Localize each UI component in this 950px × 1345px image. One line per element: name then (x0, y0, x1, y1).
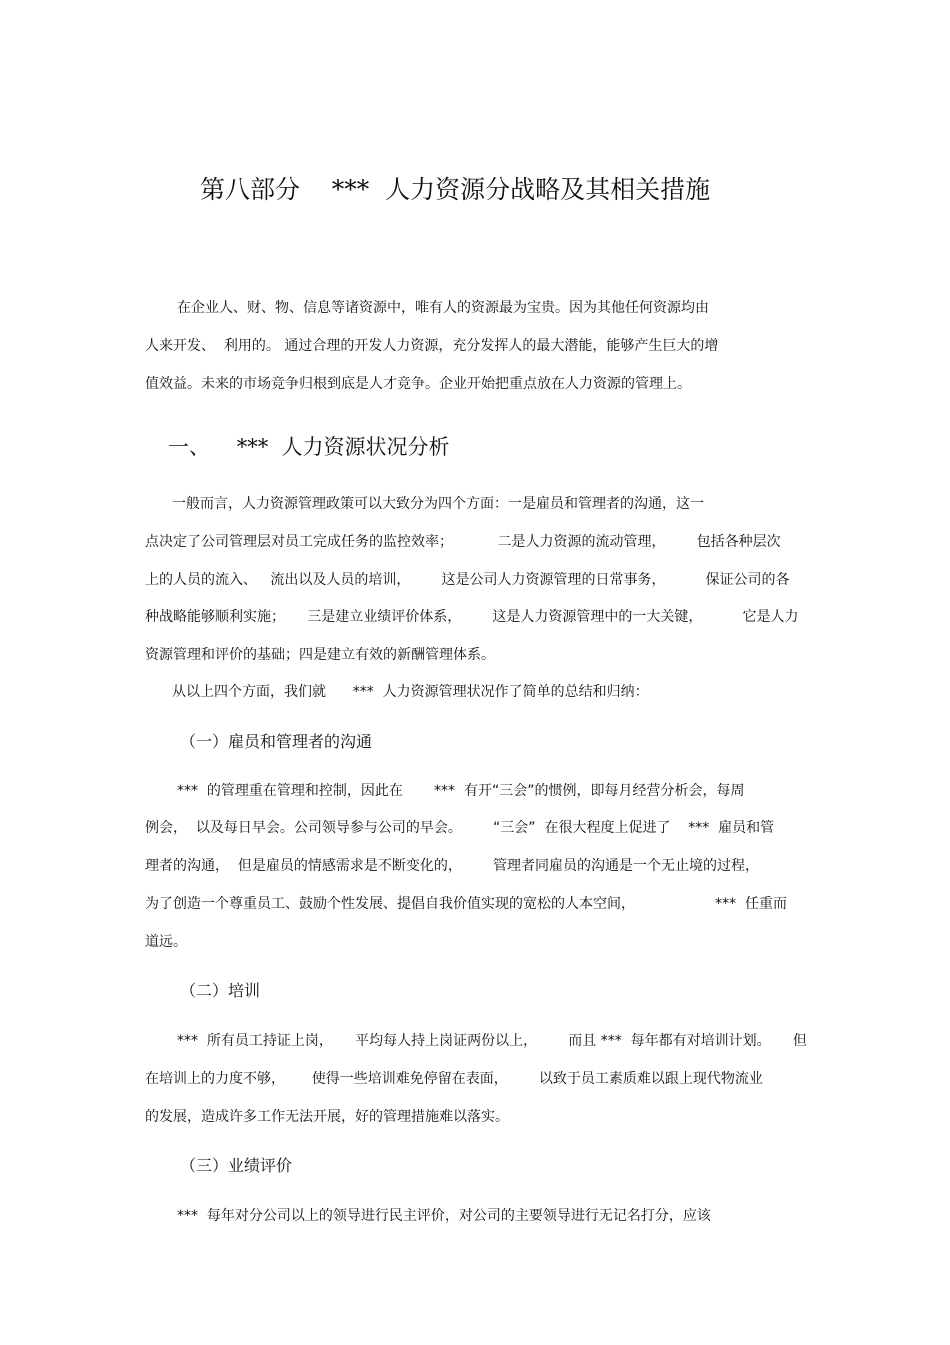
intro-line: 人来开发、 利用的。 通过合理的开发人力资源，充分发挥人的最大潜能，能够产生巨大的增 (145, 338, 719, 354)
paragraph-line: 从以上四个方面，我们就 *** 人力资源管理状况作了简单的总结和归纳： (172, 684, 649, 700)
paragraph-line: *** 每年对分公司以上的领导进行民主评价，对公司的主要领导进行无记名打分，应该 (177, 1208, 711, 1224)
paragraph-line: *** 的管理重在管理和控制，因此在 *** 有开“三会”的惯例，即每月经营分析会，每周 (177, 783, 745, 799)
intro-line: 在企业人、财、物、信息等诸资源中，唯有人的资源最为宝贵。因为其他任何资源均由 (177, 300, 709, 316)
paragraph-line: 例会， 以及每日早会。公司领导参与公司的早会。 “三会” 在很大程度上促进了 *** 雇员和管 (145, 820, 775, 836)
paragraph-line: *** 所有员工持证上岗， 平均每人持上岗证两份以上， 而且 *** 每年都有对培训计划。 但 (177, 1033, 807, 1049)
intro-line: 值效益。未来的市场竞争归根到底是人才竞争。企业开始把重点放在人力资源的管理上。 (145, 376, 691, 392)
paragraph-line: 一般而言，人力资源管理政策可以大致分为四个方面：一是雇员和管理者的沟通，这一 (172, 496, 704, 512)
paragraph-line: 在培训上的力度不够， 使得一些培训难免停留在表面， 以致于员工素质难以跟上现代物流业 (145, 1071, 763, 1087)
subsection-heading: （一）雇员和管理者的沟通 (180, 732, 373, 751)
subsection-heading: （三）业绩评价 (180, 1156, 293, 1175)
section-heading: 一、 *** 人力资源状况分析 (168, 435, 450, 459)
paragraph-line: 资源管理和评价的基础；四是建立有效的新酬管理体系。 (145, 647, 495, 663)
paragraph-line: 上的人员的流入、 流出以及人员的培训， 这是公司人力资源管理的日常事务， 保证公司的各 (145, 572, 790, 588)
paragraph-line: 道远。 (145, 934, 187, 950)
paragraph-line: 的发展，造成许多工作无法开展，好的管理措施难以落实。 (145, 1109, 509, 1125)
paragraph-line: 为了创造一个尊重员工、鼓励个性发展、提倡自我价值实现的宽松的人本空间， *** 任重而 (145, 896, 788, 912)
subsection-heading: （二）培训 (180, 981, 261, 1000)
paragraph-line: 理者的沟通， 但是雇员的情感需求是不断变化的， 管理者同雇员的沟通是一个无止境的过程， (145, 858, 760, 874)
document-title: 第八部分 *** 人力资源分战略及其相关措施 (200, 175, 711, 204)
paragraph-line: 种战略能够顺利实施； 三是建立业绩评价体系， 这是人力资源管理中的一大关键， 它是人力 (145, 609, 799, 625)
paragraph-line: 点决定了公司管理层对员工完成任务的监控效率； 二是人力资源的流动管理， 包括各种层次 (145, 534, 781, 550)
